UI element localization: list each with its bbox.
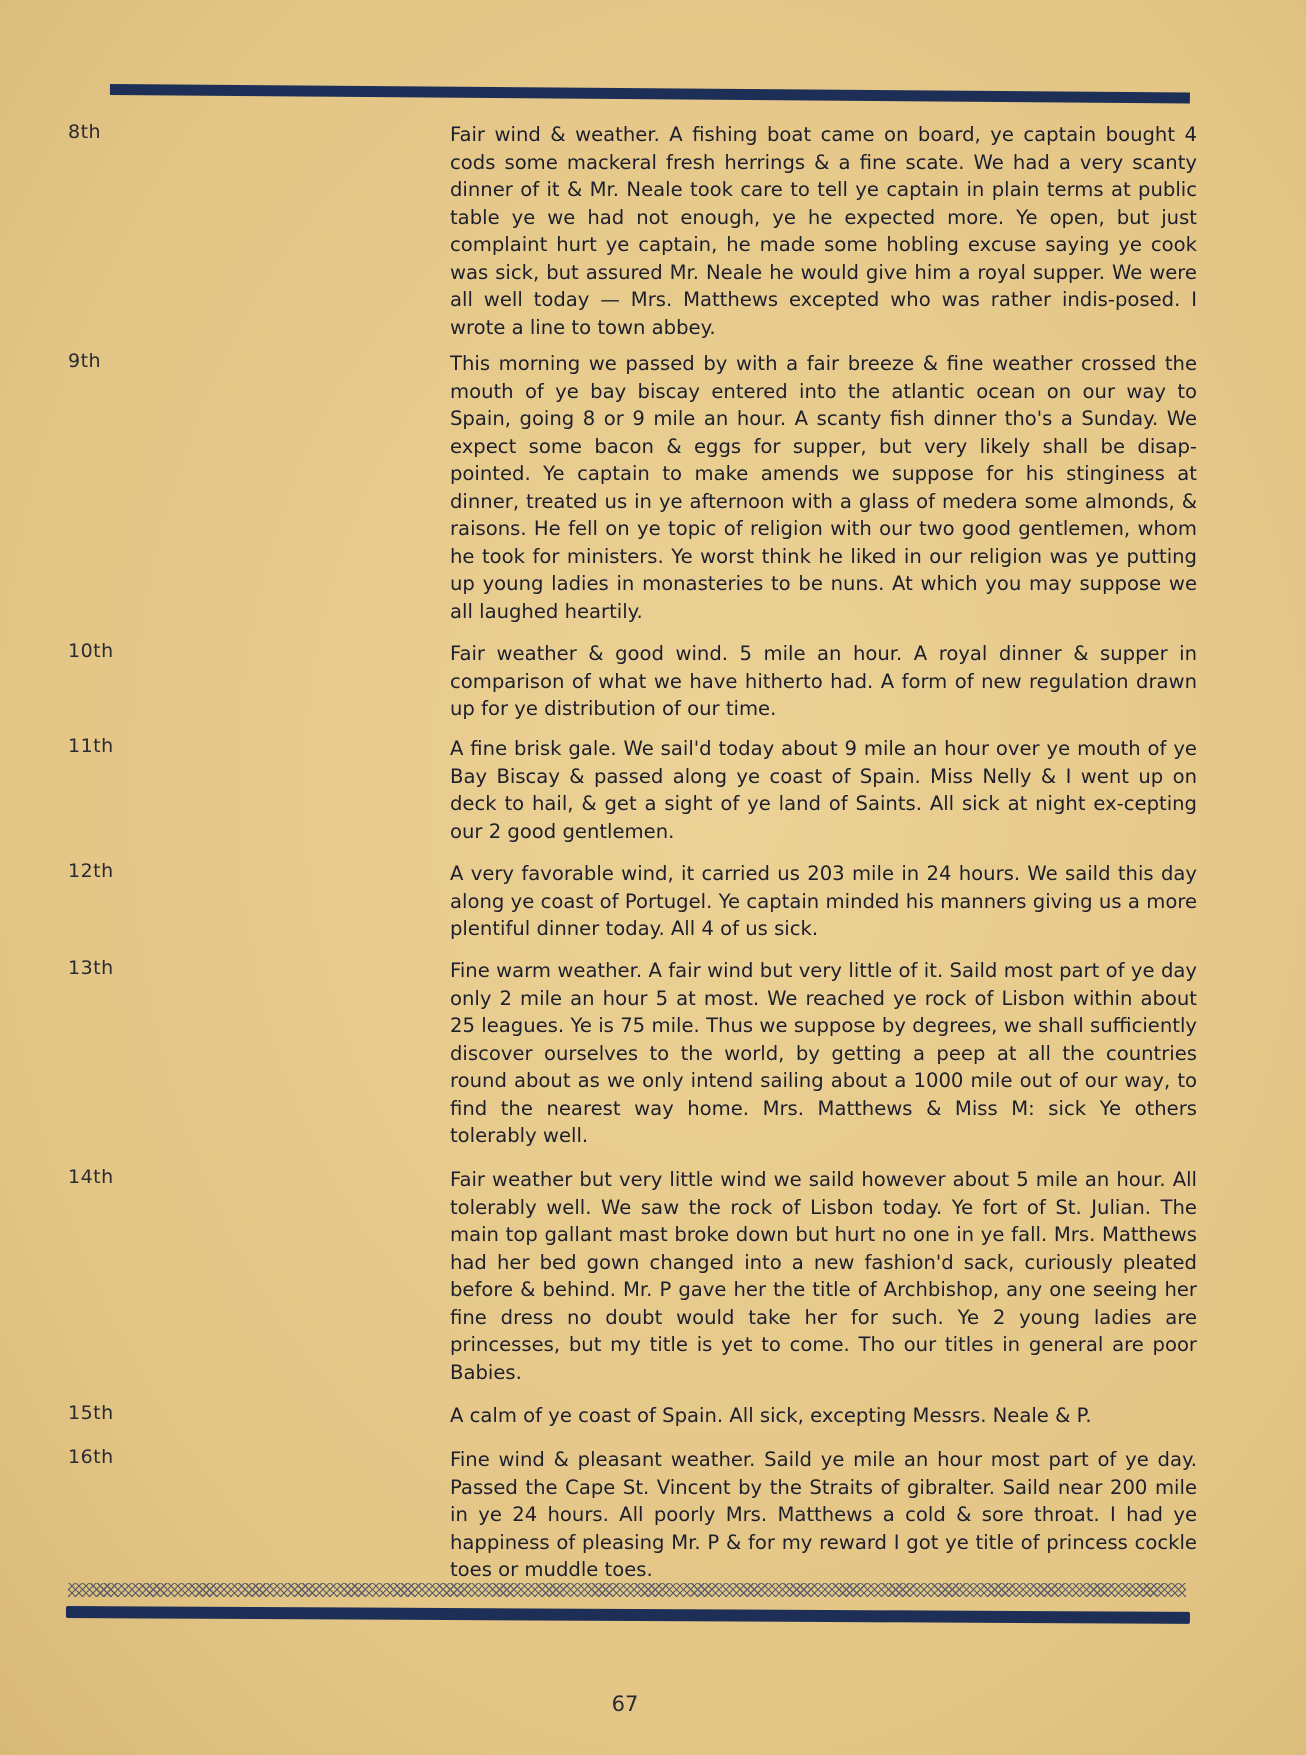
decorative-border [68, 1583, 1186, 1597]
entry-text: Fair weather but very little wind we saild however about 5 mile an hour. All tolerably well. We saw the rock of Lisbon today. Ye fort of St. Julian. The main top gallant mast broke down but hurt no one in ye fall. Mrs. Matthews had her bed gown changed into a new fashion'd sack, curiously pleated before & behind. Mr. P gave her the title of Archbishop, any one seeing her fine dress no doubt would take her for such. Ye 2 young ladies are princesses, but my title is yet to come. Tho our titles in general are poor Babies. [450, 1168, 1197, 1384]
entry-text: Fair wind & weather. A fishing boat came on board, ye captain bought 4 cods some mackeral fresh herrings & a fine scate. We had a very scanty dinner of it & Mr. Neale took care to tell ye captain in plain terms at public table ye we had not enough, ye he expected more. Ye open, but just complaint hurt ye captain, he made some hobling excuse saying ye cook was sick, but assured Mr. Neale he would give him a royal supper. We were all well today — Mrs. Matthews excepted who was rather indis-posed. I wrote a line to town abbey. [450, 123, 1197, 339]
entry-date: 14th [68, 1166, 114, 1188]
entry-date: 8th [68, 121, 102, 143]
page-number: 67 [611, 1692, 639, 1716]
entry-date: 9th [68, 350, 102, 372]
entry-text: A calm of ye coast of Spain. All sick, excepting Messrs. Neale & P. [450, 1404, 1092, 1427]
top-rule [110, 84, 1190, 103]
entry-date: 15th [68, 1402, 114, 1424]
entry-text: This morning we passed by with a fair breeze & fine weather crossed the mouth of ye bay biscay entered into the atlantic ocean on our way to Spain, going 8 or 9 mile an hour. A scanty fish dinner tho's a Sunday. We expect some bacon & eggs for supper, but very likely shall be disap-pointed. Ye captain to make amends we suppose for his stinginess at dinner, treated us in ye afternoon with a glass of medera some almonds, & raisons. He fell on ye topic of religion with our two good gentlemen, whom he took for ministers. Ye worst think he liked in our religion was ye putting up young ladies in monasteries to be nuns. At which you may suppose we all laughed heartily. [450, 352, 1197, 623]
entry-text: Fair weather & good wind. 5 mile an hour. A royal dinner & supper in comparison of what we have hitherto had. A form of new regulation drawn up for ye distribution of our time. [450, 642, 1197, 720]
entry-text: Fine wind & pleasant weather. Saild ye mile an hour most part of ye day. Passed the Cape St. Vincent by the Straits of gibralter. Saild near 200 mile in ye 24 hours. All poorly Mrs. Matthews a cold & sore throat. I had ye happiness of pleasing Mr. P & for my reward I got ye title of princess cockle toes or muddle toes. [450, 1448, 1197, 1581]
entry-text: A very favorable wind, it carried us 203 mile in 24 hours. We saild this day along ye coast of Portugel. Ye captain minded his manners giving us a more plentiful dinner today. All 4 of us sick. [450, 862, 1197, 940]
entry-date: 13th [68, 957, 114, 979]
entry-date: 12th [68, 860, 114, 882]
bottom-rule [66, 1606, 1190, 1624]
entry-text: Fine warm weather. A fair wind but very little of it. Saild most part of ye day only 2 mile an hour 5 at most. We reached ye rock of Lisbon within about 25 leagues. Ye is 75 mile. Thus we suppose by degrees, we shall sufficiently discover ourselves to the world, by getting a peep at all the countries round about as we only intend sailing about a 1000 mile out of our way, to find the nearest way home. Mrs. Matthews & Miss M: sick Ye others tolerably well. [450, 959, 1197, 1147]
entry-date: 11th [68, 735, 114, 757]
entry-date: 16th [68, 1446, 114, 1468]
entry-date: 10th [68, 640, 114, 662]
entry-text: A fine brisk gale. We sail'd today about 9 mile an hour over ye mouth of ye Bay Biscay & passed along ye coast of Spain. Miss Nelly & I went up on deck to hail, & get a sight of ye land of Saints. All sick at night ex-cepting our 2 good gentlemen. [450, 737, 1197, 843]
